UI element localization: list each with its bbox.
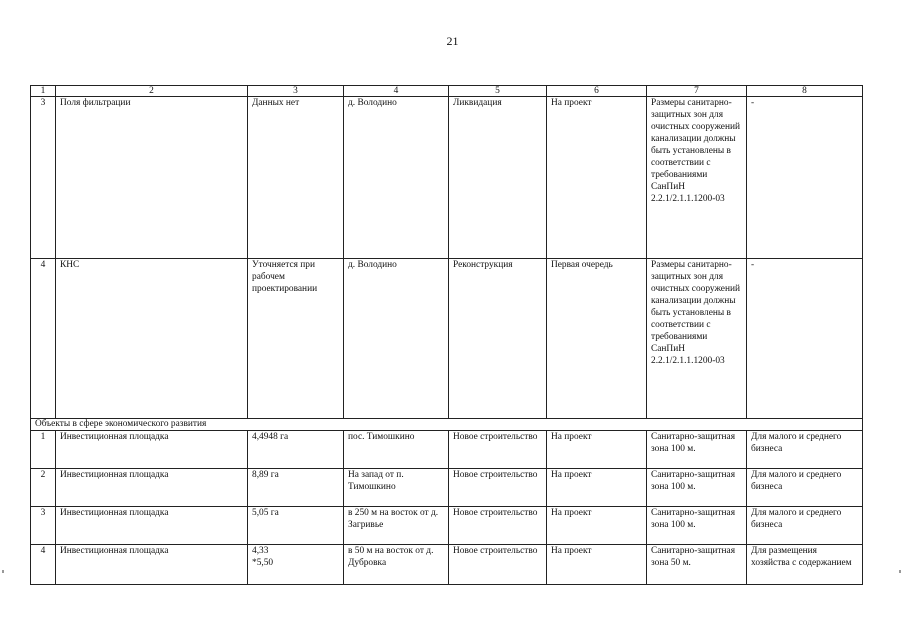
object-name-cell: Инвестиционная площадка [56,545,248,585]
location-cell: д. Володино [344,97,449,259]
scan-artifact-right [899,570,901,573]
action-cell: Новое строительство [449,469,547,507]
action-cell: Реконструкция [449,259,547,419]
stage-cell: На проект [547,97,647,259]
size-cell: Данных нет [248,97,344,259]
row-number-cell: 1 [31,431,56,469]
row-number-cell: 3 [31,507,56,545]
stage-cell: На проект [547,431,647,469]
zone-cell: Санитарно-защитная зона 100 м. [647,431,747,469]
location-cell: На запад от п. Тимошкино [344,469,449,507]
location-cell: в 50 м на восток от д. Дубровка [344,545,449,585]
header-cell: 3 [248,86,344,97]
action-cell: Ликвидация [449,97,547,259]
stage-cell: Первая очередь [547,259,647,419]
header-cell: 8 [747,86,863,97]
object-name-cell: Инвестиционная площадка [56,507,248,545]
note-cell: - [747,97,863,259]
page-number: 21 [446,34,459,48]
table-row [31,507,863,545]
size-cell: 4,33 *5,50 [248,545,344,585]
scan-artifact-left [2,570,4,573]
stage-cell: На проект [547,545,647,585]
stage-cell: На проект [547,507,647,545]
stage-cell: На проект [547,469,647,507]
size-cell: Уточняется при рабочем проектировании [248,259,344,419]
object-name-cell: Поля фильтрации [56,97,248,259]
object-name-cell: Инвестиционная площадка [56,431,248,469]
zone-cell: Санитарно-защитная зона 100 м. [647,507,747,545]
table-row [31,545,863,585]
note-cell: Для малого и среднего бизнеса [747,469,863,507]
header-cell: 7 [647,86,747,97]
row-number-cell: 4 [31,259,56,419]
note-cell: Для малого и среднего бизнеса [747,507,863,545]
table-row [31,431,863,469]
row-number-cell: 4 [31,545,56,585]
header-cell: 1 [31,86,56,97]
object-name-cell: КНС [56,259,248,419]
location-cell: в 250 м на восток от д. Загривье [344,507,449,545]
action-cell: Новое строительство [449,545,547,585]
size-cell: 5,05 га [248,507,344,545]
header-cell: 4 [344,86,449,97]
location-cell: д. Володино [344,259,449,419]
note-cell: Для малого и среднего бизнеса [747,431,863,469]
table-header-row [31,86,863,97]
table-row [31,97,863,259]
header-cell: 2 [56,86,248,97]
table-body [31,86,863,585]
table-row [31,259,863,419]
row-number-cell: 3 [31,97,56,259]
action-cell: Новое строительство [449,507,547,545]
section-title: Объекты в сфере экономического развития [31,419,863,431]
object-name-cell: Инвестиционная площадка [56,469,248,507]
size-cell: 4,4948 га [248,431,344,469]
header-cell: 6 [547,86,647,97]
zone-cell: Размеры санитарно-защитных зон для очистных сооружений канализации должны быть установлены в соответствии с требованиями СанПиН 2.2.1/2.1.1.1200-03 [647,259,747,419]
row-number-cell: 2 [31,469,56,507]
action-cell: Новое строительство [449,431,547,469]
zone-cell: Санитарно-защитная зона 100 м. [647,469,747,507]
table-row [31,469,863,507]
note-cell: - [747,259,863,419]
zone-cell: Размеры санитарно-защитных зон для очистных сооружений канализации должны быть установлены в соответствии с требованиями СанПиН 2.2.1/2.1.1.1200-03 [647,97,747,259]
objects-table [30,85,863,585]
location-cell: пос. Тимошкино [344,431,449,469]
size-cell: 8,89 га [248,469,344,507]
zone-cell: Санитарно-защитная зона 50 м. [647,545,747,585]
note-cell: Для размещения хозяйства с содержанием [747,545,863,585]
section-row [31,419,863,431]
header-cell: 5 [449,86,547,97]
